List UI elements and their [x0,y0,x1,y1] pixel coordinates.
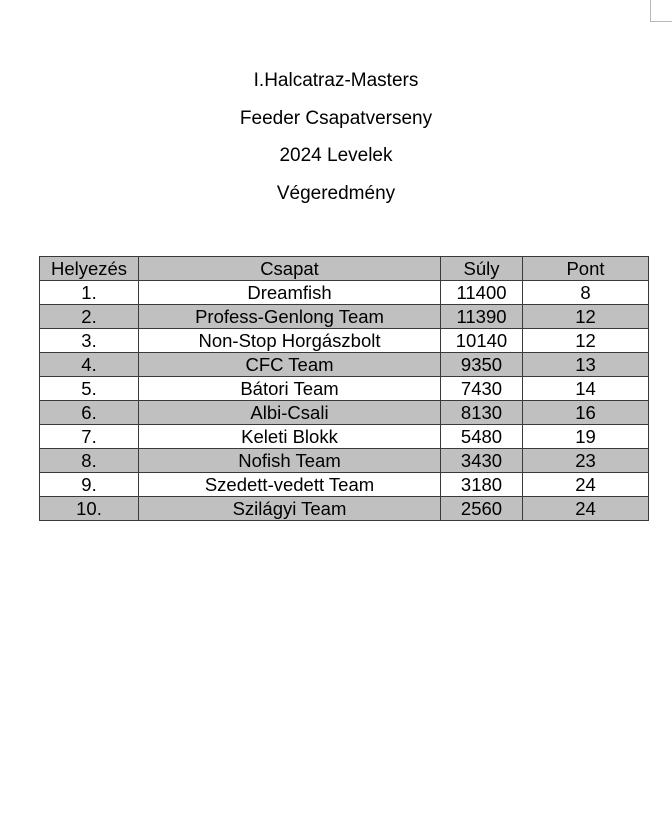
title-line-final-results: Végeredmény [276,182,396,204]
cell-weight: 2560 [441,497,523,521]
cell-place: 7. [40,425,139,449]
table-row [40,353,649,377]
cell-weight: 10140 [441,329,523,353]
cell-team: Profess-Genlong Team [139,305,441,329]
cell-weight: 3430 [441,449,523,473]
cell-team: Dreamfish [139,281,441,305]
title-line-year-location: 2024 Levelek [279,145,393,166]
cell-place: 5. [40,377,139,401]
cell-team: Albi-Csali [139,401,441,425]
header-team: Csapat [139,257,441,281]
table-row [40,281,649,305]
cell-points: 16 [523,401,649,425]
title-line-event: Feeder Csapatverseny [239,107,433,129]
cell-team: CFC Team [139,353,441,377]
header-weight: Súly [441,257,523,281]
cell-team: Bátori Team [139,377,441,401]
document-heading [0,62,672,212]
table-row [40,497,649,521]
cell-team: Non-Stop Horgászbolt [139,329,441,353]
results-table [39,256,649,521]
cell-points: 19 [523,425,649,449]
cell-weight: 8130 [441,401,523,425]
cell-weight: 11390 [441,305,523,329]
table-row [40,305,649,329]
page-corner-mark [650,0,672,22]
table-row [40,377,649,401]
cell-points: 23 [523,449,649,473]
cell-weight: 9350 [441,353,523,377]
cell-points: 24 [523,497,649,521]
cell-place: 2. [40,305,139,329]
cell-place: 4. [40,353,139,377]
cell-weight: 11400 [441,281,523,305]
header-place: Helyezés [40,257,139,281]
cell-place: 1. [40,281,139,305]
cell-team: Szedett-vedett Team [139,473,441,497]
cell-points: 12 [523,305,649,329]
cell-weight: 7430 [441,377,523,401]
cell-place: 6. [40,401,139,425]
table-row [40,449,649,473]
cell-place: 10. [40,497,139,521]
cell-team: Nofish Team [139,449,441,473]
header-points: Pont [523,257,649,281]
table-row [40,425,649,449]
cell-points: 12 [523,329,649,353]
cell-points: 24 [523,473,649,497]
cell-weight: 5480 [441,425,523,449]
cell-team: Szilágyi Team [139,497,441,521]
cell-points: 13 [523,353,649,377]
title-line-competition: I.Halcatraz-Masters [253,70,419,91]
cell-points: 14 [523,377,649,401]
table-row [40,329,649,353]
table-row [40,473,649,497]
cell-points: 8 [523,281,649,305]
cell-place: 8. [40,449,139,473]
cell-team: Keleti Blokk [139,425,441,449]
cell-place: 3. [40,329,139,353]
table-header-row [40,257,649,281]
cell-weight: 3180 [441,473,523,497]
cell-place: 9. [40,473,139,497]
table-row [40,401,649,425]
